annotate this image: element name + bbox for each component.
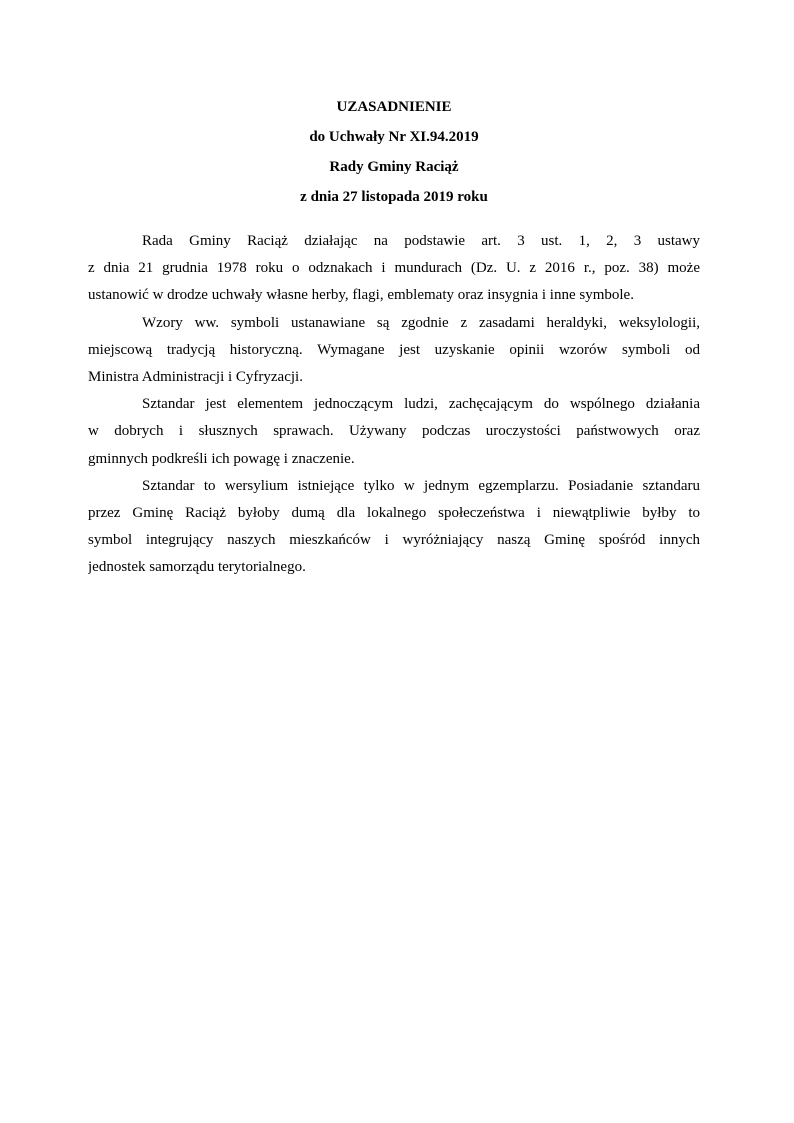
resolution-number: do Uchwały Nr XI.94.2019 [309, 129, 479, 145]
paragraph-line: Ministra Administracji i Cyfryzacji. [88, 368, 303, 385]
paragraph-line: w dobrych i słusznych sprawach. Używany podczas uroczystości państwowych oraz [88, 423, 700, 440]
paragraph-line: Wzory ww. symboli ustanawiane są zgodnie z zasadami heraldyki, weksylologii, [142, 314, 700, 331]
document-heading [88, 92, 700, 212]
paragraph-line: gminnych podkreśli ich powagę i znaczenie. [88, 450, 355, 467]
document-body [88, 228, 700, 581]
paragraph [88, 228, 700, 310]
paragraph-line: przez Gminę Raciąż byłoby dumą dla lokalnego społeczeństwa i niewątpliwie byłby to [88, 504, 700, 521]
council-name: Rady Gminy Raciąż [329, 159, 459, 175]
paragraph-line: Sztandar to wersylium istniejące tylko w jednym egzemplarzu. Posiadanie sztandaru [142, 477, 700, 494]
paragraph [88, 391, 700, 473]
resolution-date: z dnia 27 listopada 2019 roku [300, 189, 488, 205]
paragraph-line: miejscową tradycją historyczną. Wymagane jest uzyskanie opinii wzorów symboli od [88, 341, 700, 358]
paragraph-line: Sztandar jest elementem jednoczącym ludzi, zachęcającym do wspólnego działania [142, 396, 700, 413]
paragraph-line: jednostek samorządu terytorialnego. [88, 559, 306, 576]
paragraph-line: Rada Gminy Raciąż działając na podstawie art. 3 ust. 1, 2, 3 ustawy [142, 233, 700, 249]
paragraph [88, 310, 700, 392]
paragraph-line: symbol integrujący naszych mieszkańców i wyróżniający naszą Gminę spośród innych [88, 532, 700, 549]
document-title: UZASADNIENIE [336, 99, 452, 115]
paragraph [88, 473, 700, 582]
paragraph-line: z dnia 21 grudnia 1978 roku o odznakach i mundurach (Dz. U. z 2016 r., poz. 38) może [88, 260, 700, 277]
paragraph-line: ustanowić w drodze uchwały własne herby, flagi, emblematy oraz insygnia i inne symbole. [88, 287, 634, 304]
